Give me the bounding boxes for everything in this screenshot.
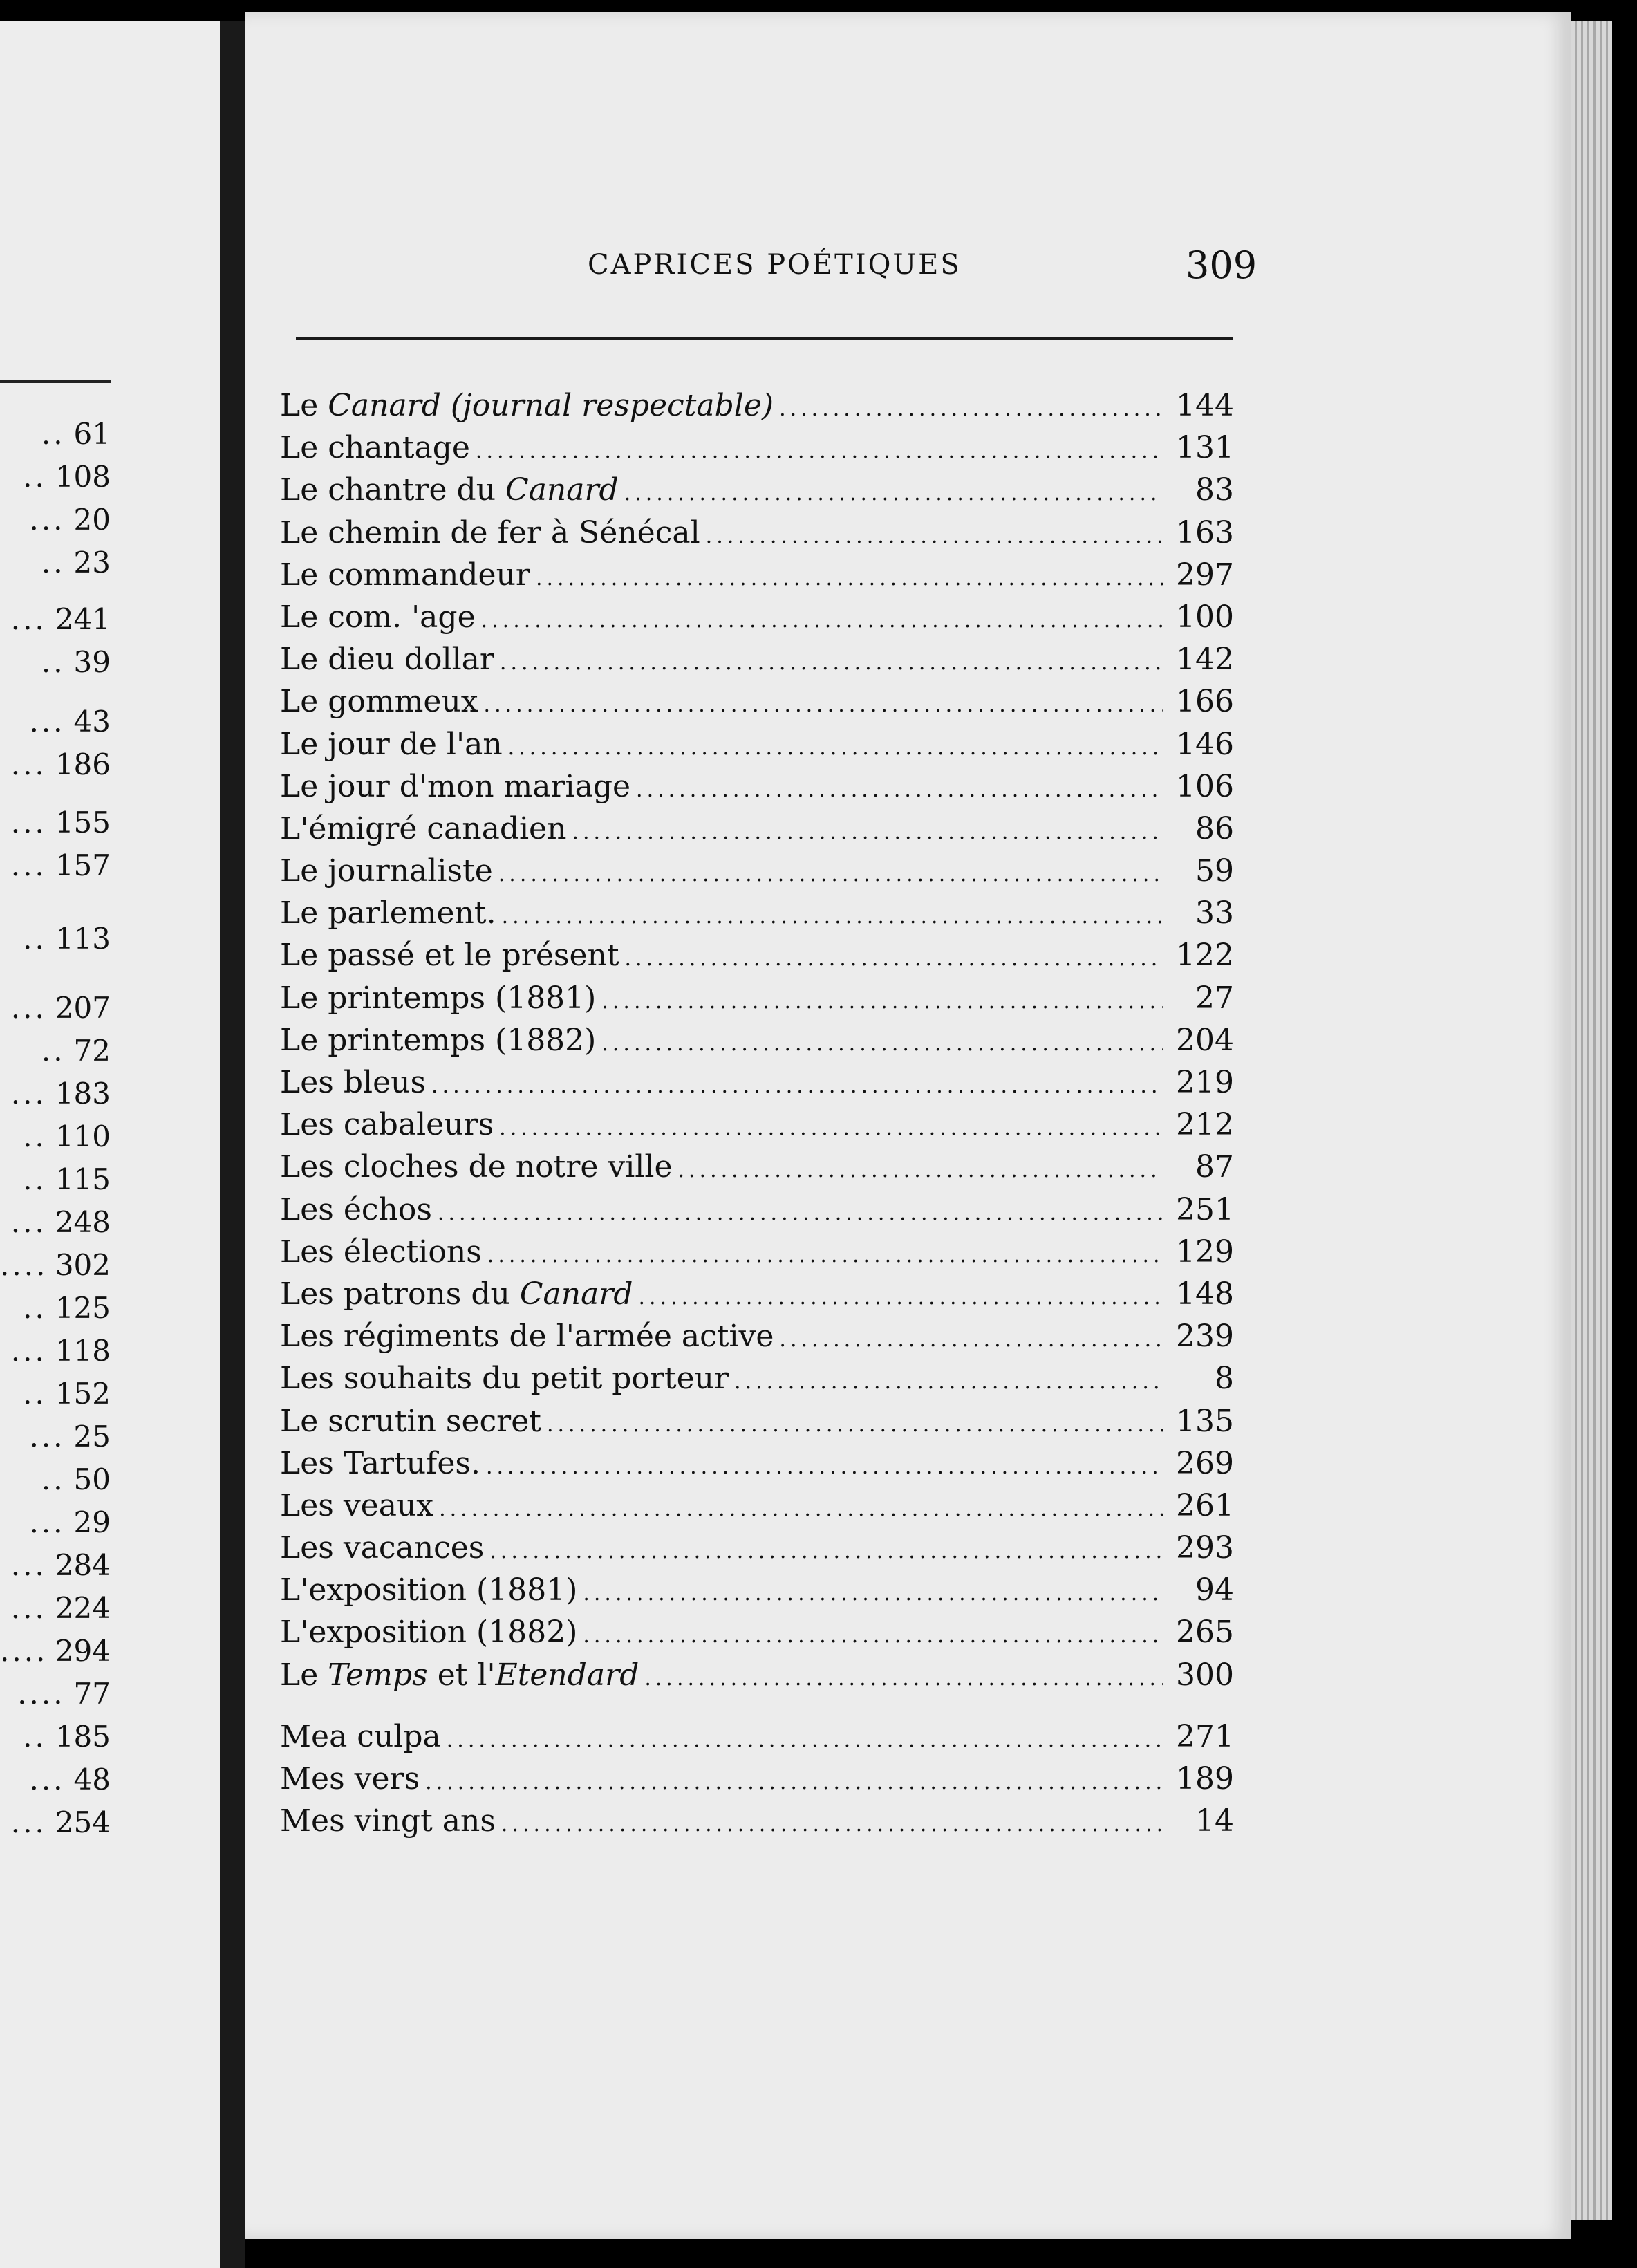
- dot-leader: [484, 684, 1163, 726]
- dot-leader: ..: [23, 460, 47, 494]
- entry-page-number: 48: [73, 1763, 111, 1796]
- dot-leader: ..: [23, 1291, 47, 1325]
- dot-leader: [481, 599, 1163, 642]
- toc-entry: [280, 850, 1234, 892]
- entry-title: Les vacances: [280, 1530, 485, 1566]
- previous-page-entry: [0, 1246, 111, 1285]
- previous-page-entry: [0, 1460, 111, 1499]
- entry-page-number: 83: [1195, 472, 1234, 508]
- entry-title: Mes vers: [280, 1761, 420, 1796]
- toc-entry: [280, 1231, 1234, 1273]
- entry-page-number: 39: [73, 645, 111, 679]
- dot-leader: ...: [10, 1205, 47, 1239]
- entry-page-number: 23: [73, 546, 111, 579]
- page-number: 309: [1186, 243, 1257, 287]
- entry-title: Les Tartufes.: [280, 1445, 480, 1481]
- dot-leader: [547, 1404, 1163, 1446]
- toc-entry: [280, 680, 1234, 723]
- entry-page-number: 87: [1195, 1149, 1234, 1185]
- book-gutter: [220, 21, 245, 2268]
- previous-page-entry: [0, 1203, 111, 1242]
- dot-leader: ..: [23, 1119, 47, 1153]
- entry-page-number: 113: [55, 922, 111, 956]
- entry-page-number: 251: [1176, 1191, 1234, 1227]
- dot-leader: ..: [41, 546, 66, 579]
- entry-title: Les souhaits du petit porteur: [280, 1361, 729, 1397]
- dot-leader: ...: [10, 806, 47, 839]
- entry-page-number: 271: [1176, 1718, 1234, 1754]
- entry-page-number: 33: [1195, 895, 1234, 931]
- toc-entry: [280, 596, 1234, 638]
- entry-title: Le chemin de fer à Sénécal: [280, 514, 700, 550]
- entry-title: Le printemps (1882): [280, 1022, 597, 1058]
- entry-title: Le jour d'mon mariage: [280, 768, 631, 804]
- previous-page-rule: [0, 380, 111, 383]
- toc-entry: [280, 1061, 1234, 1104]
- toc-entry: [280, 1611, 1234, 1653]
- entry-title: Le printemps (1881): [280, 980, 597, 1016]
- previous-page-entry: [0, 1718, 111, 1756]
- entry-title: Le parlement.: [280, 895, 496, 931]
- previous-page-entry: [0, 1075, 111, 1113]
- dot-leader: ..: [23, 1162, 47, 1196]
- entry-page-number: 72: [73, 1034, 111, 1068]
- dot-leader: ...: [10, 1548, 47, 1582]
- dot-leader: [476, 430, 1163, 472]
- dot-leader: [583, 1572, 1163, 1615]
- entry-page-number: 148: [1176, 1276, 1234, 1312]
- dot-leader: [706, 515, 1163, 557]
- entry-page-number: 86: [1195, 810, 1234, 846]
- previous-page-entry: [0, 1418, 111, 1456]
- previous-page-entry: [0, 846, 111, 885]
- entry-page-number: 129: [1176, 1234, 1234, 1270]
- previous-page-entry: [0, 458, 111, 496]
- toc-entry: [280, 384, 1234, 427]
- previous-page-entry: [0, 1760, 111, 1799]
- dot-leader: [499, 1107, 1163, 1149]
- dot-leader: [489, 1530, 1163, 1572]
- entry-page-number: 115: [55, 1162, 111, 1196]
- dot-leader: [779, 388, 1163, 430]
- previous-page-entry: [0, 1632, 111, 1671]
- dot-leader: ...: [10, 1591, 47, 1625]
- entry-page-number: 241: [55, 602, 111, 636]
- toc-entry: [280, 892, 1234, 934]
- toc-entry: [280, 427, 1234, 469]
- toc-entry: [280, 808, 1234, 850]
- dot-leader: [501, 1803, 1163, 1846]
- previous-page-entry: [0, 920, 111, 958]
- entry-title: Les régiments de l'armée active: [280, 1319, 774, 1355]
- entry-page-number: 20: [73, 503, 111, 537]
- dot-leader: ..: [41, 645, 66, 679]
- previous-page-entry: [0, 415, 111, 454]
- previous-page-entry: [0, 543, 111, 582]
- previous-page-entry: [0, 1589, 111, 1628]
- entry-page-number: 27: [1195, 980, 1234, 1016]
- entry-page-number: 219: [1176, 1065, 1234, 1100]
- dot-leader: [779, 1319, 1163, 1361]
- entry-title: L'exposition (1881): [280, 1572, 578, 1608]
- entry-page-number: 265: [1176, 1615, 1234, 1651]
- entry-page-number: 204: [1176, 1022, 1234, 1058]
- page-edges: [1571, 21, 1612, 2220]
- entry-page-number: 25: [73, 1420, 111, 1453]
- entry-title: Le Temps et l'Etendard: [280, 1657, 639, 1693]
- entry-title: L'exposition (1882): [280, 1615, 578, 1651]
- dot-leader: [498, 853, 1163, 895]
- entry-title: Le scrutin secret: [280, 1403, 541, 1439]
- previous-page-entry: [0, 1332, 111, 1370]
- toc-entry: [280, 1315, 1234, 1357]
- toc-entry: [280, 934, 1234, 976]
- previous-page-entry: [0, 1546, 111, 1585]
- dot-leader: ...: [10, 747, 47, 781]
- dot-leader: ..: [23, 1720, 47, 1754]
- previous-page-entry: [0, 1032, 111, 1070]
- entry-page-number: 284: [55, 1548, 111, 1582]
- entry-title: Les bleus: [280, 1065, 427, 1100]
- entry-title-italic: Canard: [505, 472, 619, 508]
- entry-page-number: 248: [55, 1205, 111, 1239]
- toc-entry: [280, 1654, 1234, 1696]
- dot-leader: ..: [23, 1377, 47, 1411]
- dot-leader: [583, 1615, 1163, 1657]
- entry-page-number: 239: [1176, 1319, 1234, 1355]
- entry-title: Mes vingt ans: [280, 1803, 496, 1839]
- dot-leader: [487, 1234, 1163, 1276]
- entry-page-number: 294: [55, 1634, 111, 1668]
- toc-entry: [280, 512, 1234, 554]
- dot-leader: [508, 727, 1163, 769]
- entry-page-number: 163: [1176, 514, 1234, 550]
- entry-page-number: 302: [55, 1248, 111, 1282]
- entry-page-number: 300: [1176, 1657, 1234, 1693]
- entry-title: Le chantage: [280, 430, 470, 466]
- previous-page-entry: [0, 1675, 111, 1713]
- entry-page-number: 261: [1176, 1487, 1234, 1523]
- entry-page-number: 224: [55, 1591, 111, 1625]
- entry-page-number: 8: [1215, 1361, 1234, 1397]
- entry-page-number: 135: [1176, 1403, 1234, 1439]
- entry-title: Mea culpa: [280, 1718, 441, 1754]
- entry-page-number: 77: [73, 1677, 111, 1711]
- previous-page-entry: [0, 600, 111, 639]
- previous-page-entry: [0, 703, 111, 741]
- entry-page-number: 61: [73, 417, 111, 451]
- dot-leader: ...: [29, 705, 66, 738]
- entry-page-number: 29: [73, 1505, 111, 1539]
- entry-page-number: 146: [1176, 726, 1234, 762]
- entry-page-number: 14: [1195, 1803, 1234, 1839]
- dot-leader: [447, 1719, 1163, 1761]
- toc-entry: [280, 765, 1234, 808]
- entry-title: Le commandeur: [280, 557, 530, 593]
- dot-leader: [431, 1065, 1163, 1107]
- entry-title: Les veaux: [280, 1487, 434, 1523]
- entry-title: Le com. 'age: [280, 599, 476, 635]
- entry-page-number: 144: [1176, 388, 1234, 423]
- entry-title: Les cabaleurs: [280, 1107, 494, 1143]
- entry-page-number: 125: [55, 1291, 111, 1325]
- toc-entry: [280, 1189, 1234, 1231]
- entry-page-number: 185: [55, 1720, 111, 1754]
- dot-leader: [601, 980, 1163, 1023]
- dot-leader: [486, 1446, 1163, 1488]
- dot-leader: ...: [10, 1805, 47, 1839]
- dot-leader: [500, 642, 1163, 684]
- entry-title: Les élections: [280, 1234, 482, 1270]
- entry-page-number: 269: [1176, 1445, 1234, 1481]
- toc-entry: [280, 1800, 1234, 1842]
- toc-entry: [280, 638, 1234, 680]
- entry-title-italic: Temps: [328, 1657, 428, 1693]
- dot-leader: [734, 1361, 1163, 1403]
- header-rule: [296, 337, 1233, 340]
- entry-page-number: 94: [1195, 1572, 1234, 1608]
- entry-page-number: 189: [1176, 1761, 1234, 1796]
- dot-leader: [502, 895, 1163, 938]
- entry-page-number: 142: [1176, 642, 1234, 678]
- entry-page-number: 166: [1176, 684, 1234, 720]
- previous-page: [0, 21, 220, 2268]
- entry-page-number: 43: [73, 705, 111, 738]
- entry-page-number: 131: [1176, 430, 1234, 466]
- toc-entry: [280, 554, 1234, 596]
- dot-leader: ...: [29, 1505, 66, 1539]
- dot-leader: ..: [41, 1034, 66, 1068]
- entry-page-number: 108: [55, 460, 111, 494]
- dot-leader: ..: [23, 922, 47, 956]
- entry-title: Le Canard (journal respectable): [280, 388, 774, 423]
- toc-entry: [280, 1104, 1234, 1146]
- entry-page-number: 106: [1176, 768, 1234, 804]
- previous-page-entry: [0, 501, 111, 539]
- previous-page-entry: [0, 1503, 111, 1542]
- dot-leader: ...: [29, 1420, 66, 1453]
- entry-page-number: 212: [1176, 1107, 1234, 1143]
- toc-entry: [280, 1357, 1234, 1400]
- toc-entry: [280, 1400, 1234, 1442]
- toc-entry: [280, 723, 1234, 765]
- dot-leader: [536, 557, 1163, 599]
- entry-title: Le journaliste: [280, 853, 493, 889]
- entry-title: Les cloches de notre ville: [280, 1149, 673, 1185]
- dot-leader: [625, 938, 1163, 980]
- toc-entry: [280, 1146, 1234, 1188]
- entry-page-number: 207: [55, 991, 111, 1025]
- entry-page-number: 157: [55, 848, 111, 882]
- entry-title-italic: Canard: [519, 1276, 633, 1312]
- table-of-contents: [280, 384, 1234, 1842]
- previous-page-entry: [0, 1803, 111, 1842]
- entry-page-number: 186: [55, 747, 111, 781]
- entry-title: Le gommeux: [280, 684, 478, 720]
- previous-page-entry: [0, 1117, 111, 1156]
- dot-leader: ...: [10, 1334, 47, 1368]
- entry-page-number: 118: [55, 1334, 111, 1368]
- entry-page-number: 254: [55, 1805, 111, 1839]
- entry-title: Le dieu dollar: [280, 642, 494, 678]
- dot-leader: [624, 472, 1163, 514]
- entry-page-number: 155: [55, 806, 111, 839]
- entry-title: Le chantre du Canard: [280, 472, 619, 508]
- toc-entry: [280, 1758, 1234, 1800]
- entry-page-number: 50: [73, 1462, 111, 1496]
- previous-page-entry: [0, 1375, 111, 1413]
- dot-leader: [644, 1657, 1163, 1700]
- dot-leader: [572, 811, 1163, 853]
- entry-title: Le passé et le présent: [280, 938, 619, 974]
- entry-title-italic: Canard (journal respectable): [328, 388, 774, 423]
- dot-leader: ..: [41, 417, 66, 451]
- toc-entry: [280, 469, 1234, 511]
- entry-page-number: 293: [1176, 1530, 1234, 1566]
- toc-entry: [280, 1019, 1234, 1061]
- entry-title: Les patrons du Canard: [280, 1276, 633, 1312]
- dot-leader: ...: [29, 503, 66, 537]
- entry-page-number: 59: [1195, 853, 1234, 889]
- entry-title: Le jour de l'an: [280, 726, 503, 762]
- running-head: CAPRICES POÉTIQUES: [588, 249, 962, 281]
- dot-leader: ...: [10, 602, 47, 636]
- toc-entry: [280, 1485, 1234, 1527]
- entry-page-number: 110: [55, 1119, 111, 1153]
- toc-entry: [280, 1273, 1234, 1315]
- toc-entry: [280, 977, 1234, 1019]
- entry-page-number: 122: [1176, 938, 1234, 974]
- toc-entry: [280, 1527, 1234, 1569]
- dot-leader: ..: [41, 1462, 66, 1496]
- entry-title: Les échos: [280, 1191, 432, 1227]
- dot-leader: [639, 1276, 1164, 1319]
- toc-entry: [280, 1442, 1234, 1485]
- dot-leader: ....: [0, 1248, 48, 1282]
- entry-page-number: 183: [55, 1077, 111, 1110]
- dot-leader: ...: [29, 1763, 66, 1796]
- dot-leader: [601, 1023, 1163, 1065]
- dot-leader: ...: [10, 991, 47, 1025]
- previous-page-entry: [0, 803, 111, 842]
- dot-leader: [678, 1149, 1164, 1191]
- dot-leader: ...: [10, 1077, 47, 1110]
- dot-leader: [425, 1761, 1163, 1803]
- dot-leader: ....: [17, 1677, 66, 1711]
- entry-page-number: 100: [1176, 599, 1234, 635]
- dot-leader: [439, 1488, 1163, 1530]
- dot-leader: [438, 1192, 1163, 1234]
- entry-title-italic: Etendard: [495, 1657, 639, 1693]
- previous-page-entry: [0, 1289, 111, 1328]
- dot-leader: ...: [10, 848, 47, 882]
- toc-entry: [280, 1569, 1234, 1611]
- previous-page-entry: [0, 1160, 111, 1199]
- dot-leader: ....: [0, 1634, 48, 1668]
- entry-page-number: 297: [1176, 557, 1234, 593]
- dot-leader: [636, 769, 1163, 811]
- previous-page-entry: [0, 745, 111, 784]
- entry-title: L'émigré canadien: [280, 810, 567, 846]
- entry-page-number: 152: [55, 1377, 111, 1411]
- previous-page-entry: [0, 643, 111, 682]
- previous-page-entry: [0, 989, 111, 1028]
- toc-entry: [280, 1716, 1234, 1758]
